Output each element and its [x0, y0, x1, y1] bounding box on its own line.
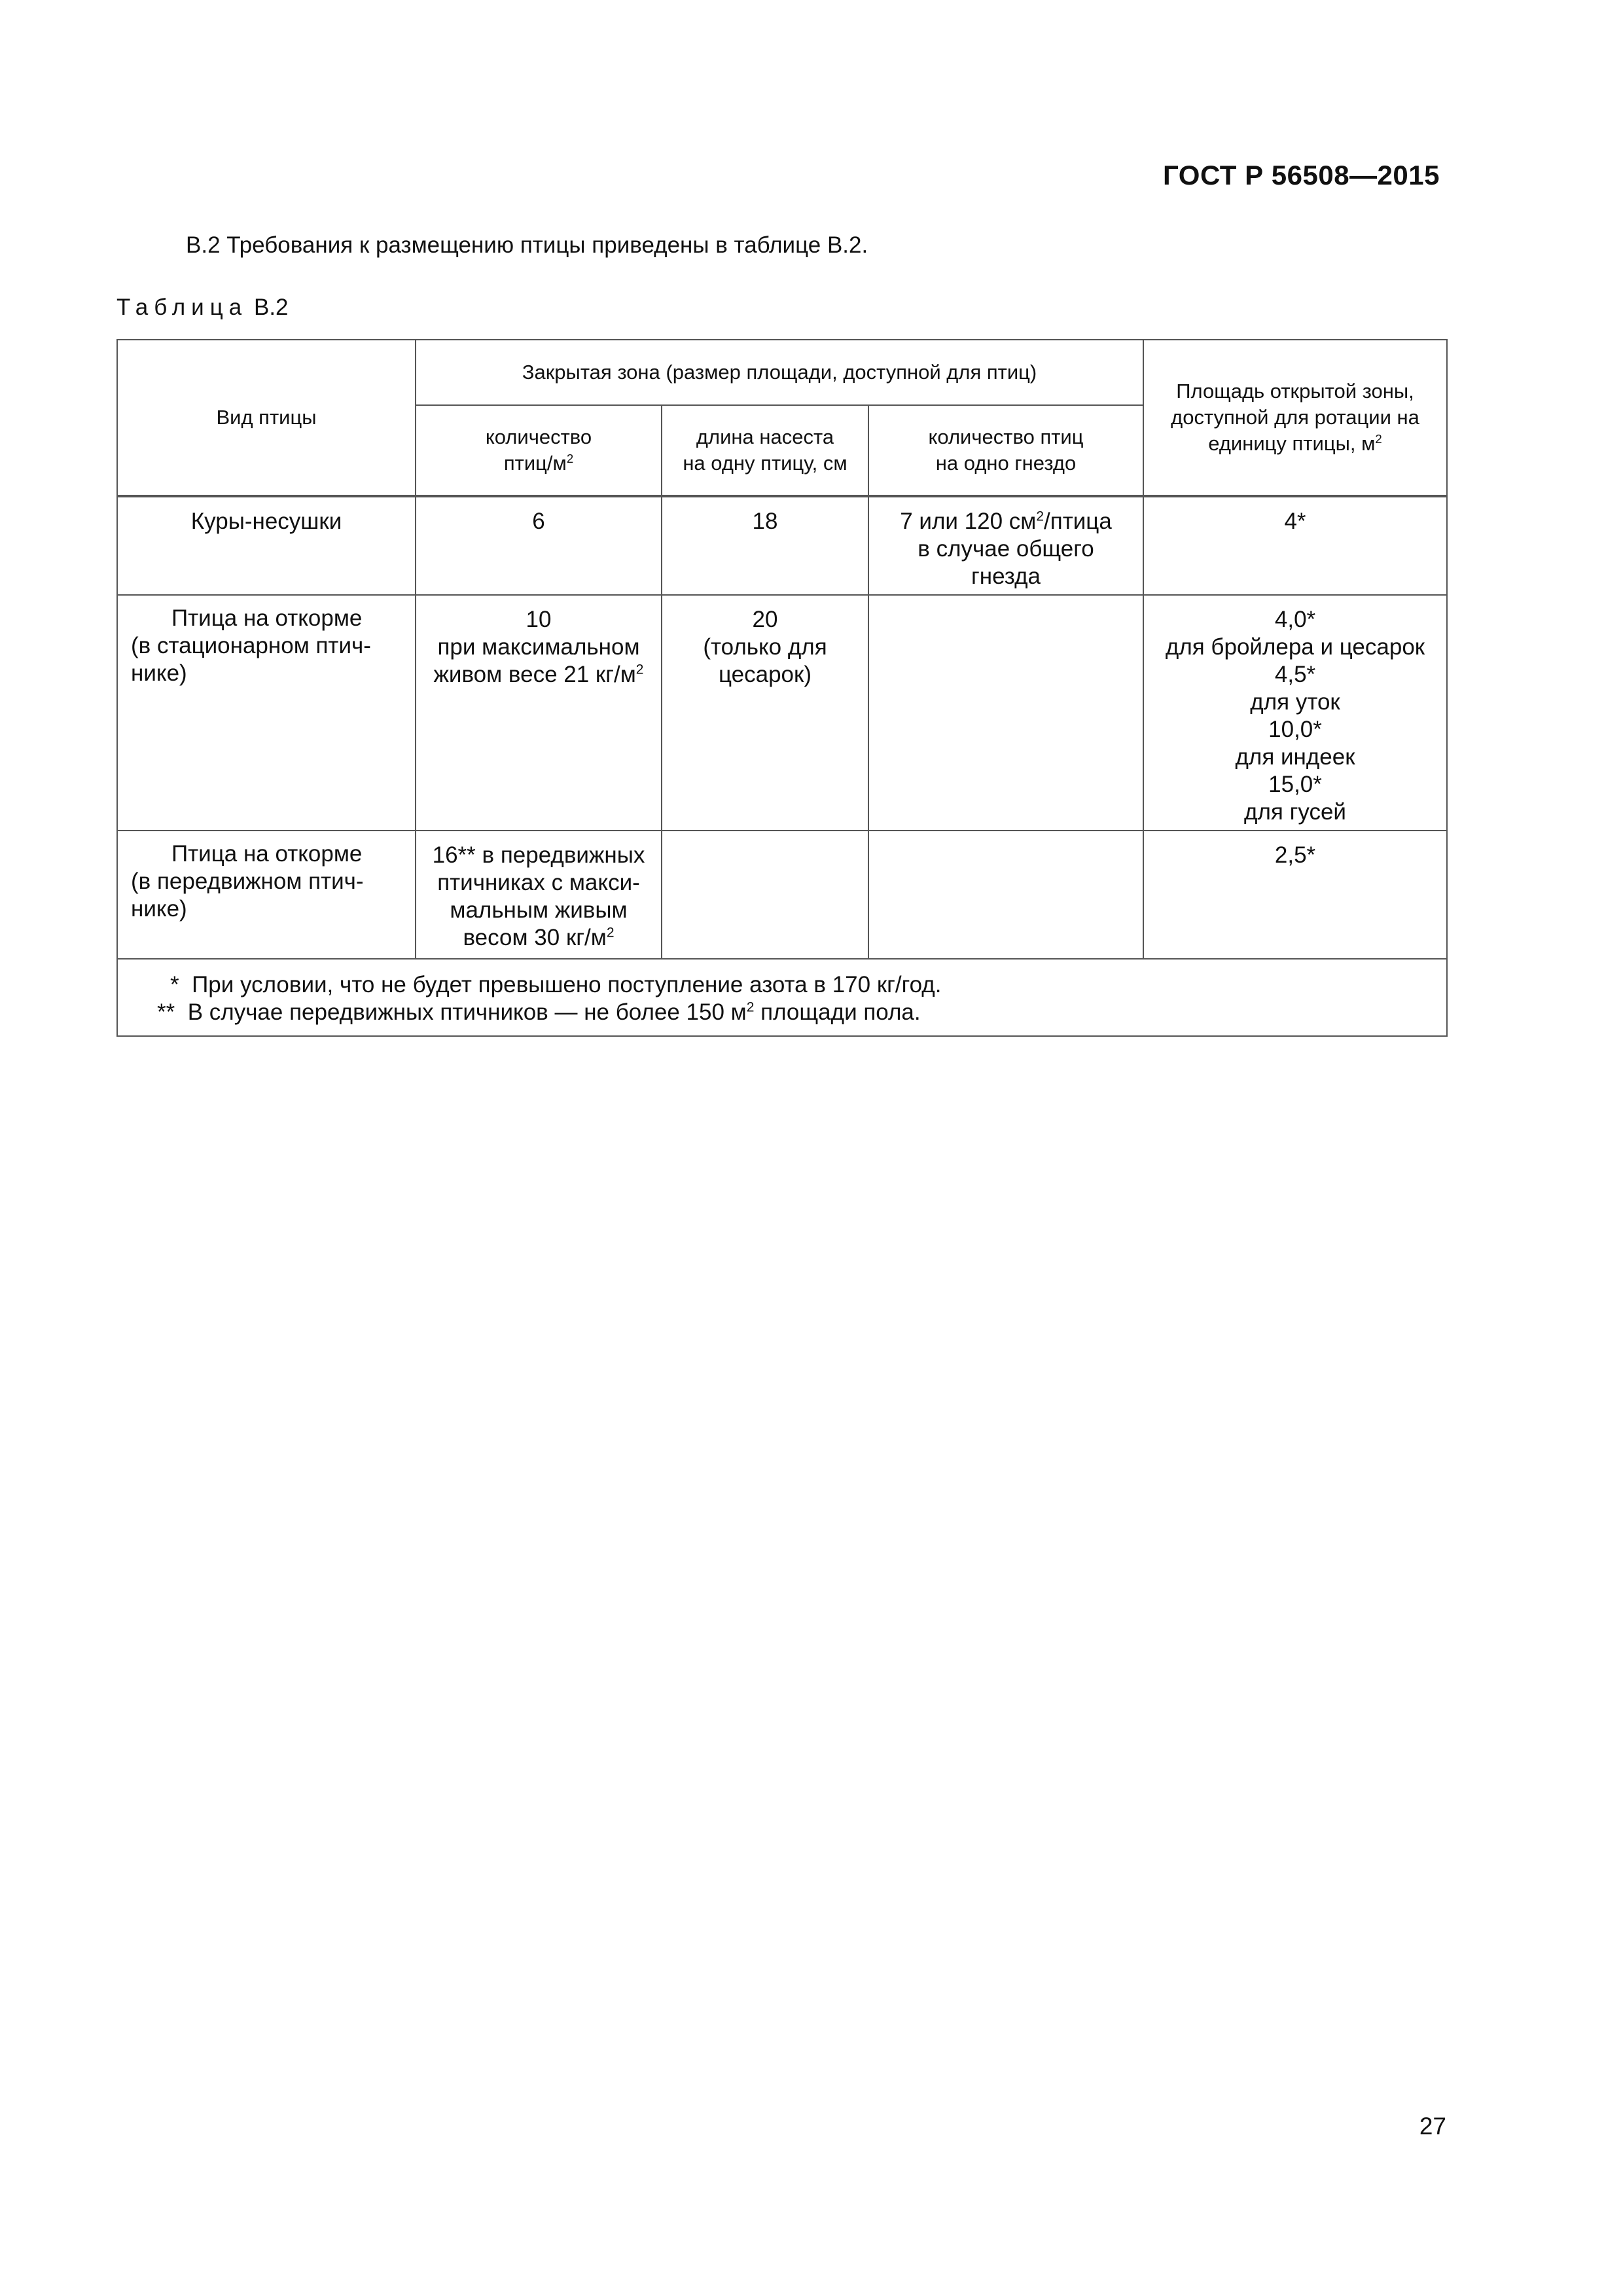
header-species: Вид птицы	[117, 340, 416, 495]
cell-perch	[662, 831, 868, 959]
header-bird-density: количество птиц/$м^2$	[416, 405, 662, 495]
cell-open-zone: 4*	[1143, 497, 1447, 595]
table-caption	[116, 295, 289, 321]
table-caption-word: Таблица	[116, 295, 248, 320]
header-birds-per-nest: количество птиц на одно гнездо	[868, 405, 1143, 495]
table-notes	[117, 959, 1447, 1036]
cell-perch: 20 (только для цесарок)	[662, 595, 868, 831]
requirements-table	[116, 339, 1448, 1037]
cell-species: Куры-несушки	[117, 497, 416, 595]
cell-nest	[868, 595, 1143, 831]
table-caption-number: В.2	[253, 295, 289, 320]
cell-density: 10 при максимальном живом весе 21 $кг/м^2$	[416, 595, 662, 831]
note-2: ** В случае передвижных птичников — не более 150 $м^2$ площади пола.	[157, 999, 921, 1025]
cell-density: 6	[416, 497, 662, 595]
cell-density: 16** в передвижных птичниках с макси- мальным живым весом 30 $кг/м^2$	[416, 831, 662, 959]
cell-open-zone: 4,0* для бройлера и цесарок 4,5* для уток 10,0* для индеек 15,0* для гусей	[1143, 595, 1447, 831]
cell-species: Птица на откорме (в передвижном птич- нике)	[117, 831, 416, 959]
table-row	[117, 595, 1447, 831]
cell-nest	[868, 831, 1143, 959]
header-perch-length: длина насеста на одну птицу, см	[662, 405, 868, 495]
header-closed-zone: Закрытая зона (размер площади, доступной для птиц)	[416, 340, 1143, 405]
intro-paragraph: В.2 Требования к размещению птицы приведены в таблице В.2.	[186, 232, 868, 258]
cell-open-zone: 2,5*	[1143, 831, 1447, 959]
cell-species: Птица на откорме (в стационарном птич- нике)	[117, 595, 416, 831]
document-code: ГОСТ Р 56508—2015	[1163, 160, 1440, 190]
cell-nest: 7 или 120 $см^2$/птица в случае общего гнезда	[868, 497, 1143, 595]
header-open-zone: Площадь открытой зоны, доступной для ротации на единицу птицы, $м^2$	[1143, 340, 1447, 495]
table-row	[117, 831, 1447, 959]
page-number: 27	[1419, 2113, 1446, 2140]
table-notes-row	[117, 959, 1447, 1036]
cell-perch: 18	[662, 497, 868, 595]
table-row	[117, 497, 1447, 595]
note-1: * При условии, что не будет превышено поступление азота в 170 кг/год.	[170, 972, 942, 997]
